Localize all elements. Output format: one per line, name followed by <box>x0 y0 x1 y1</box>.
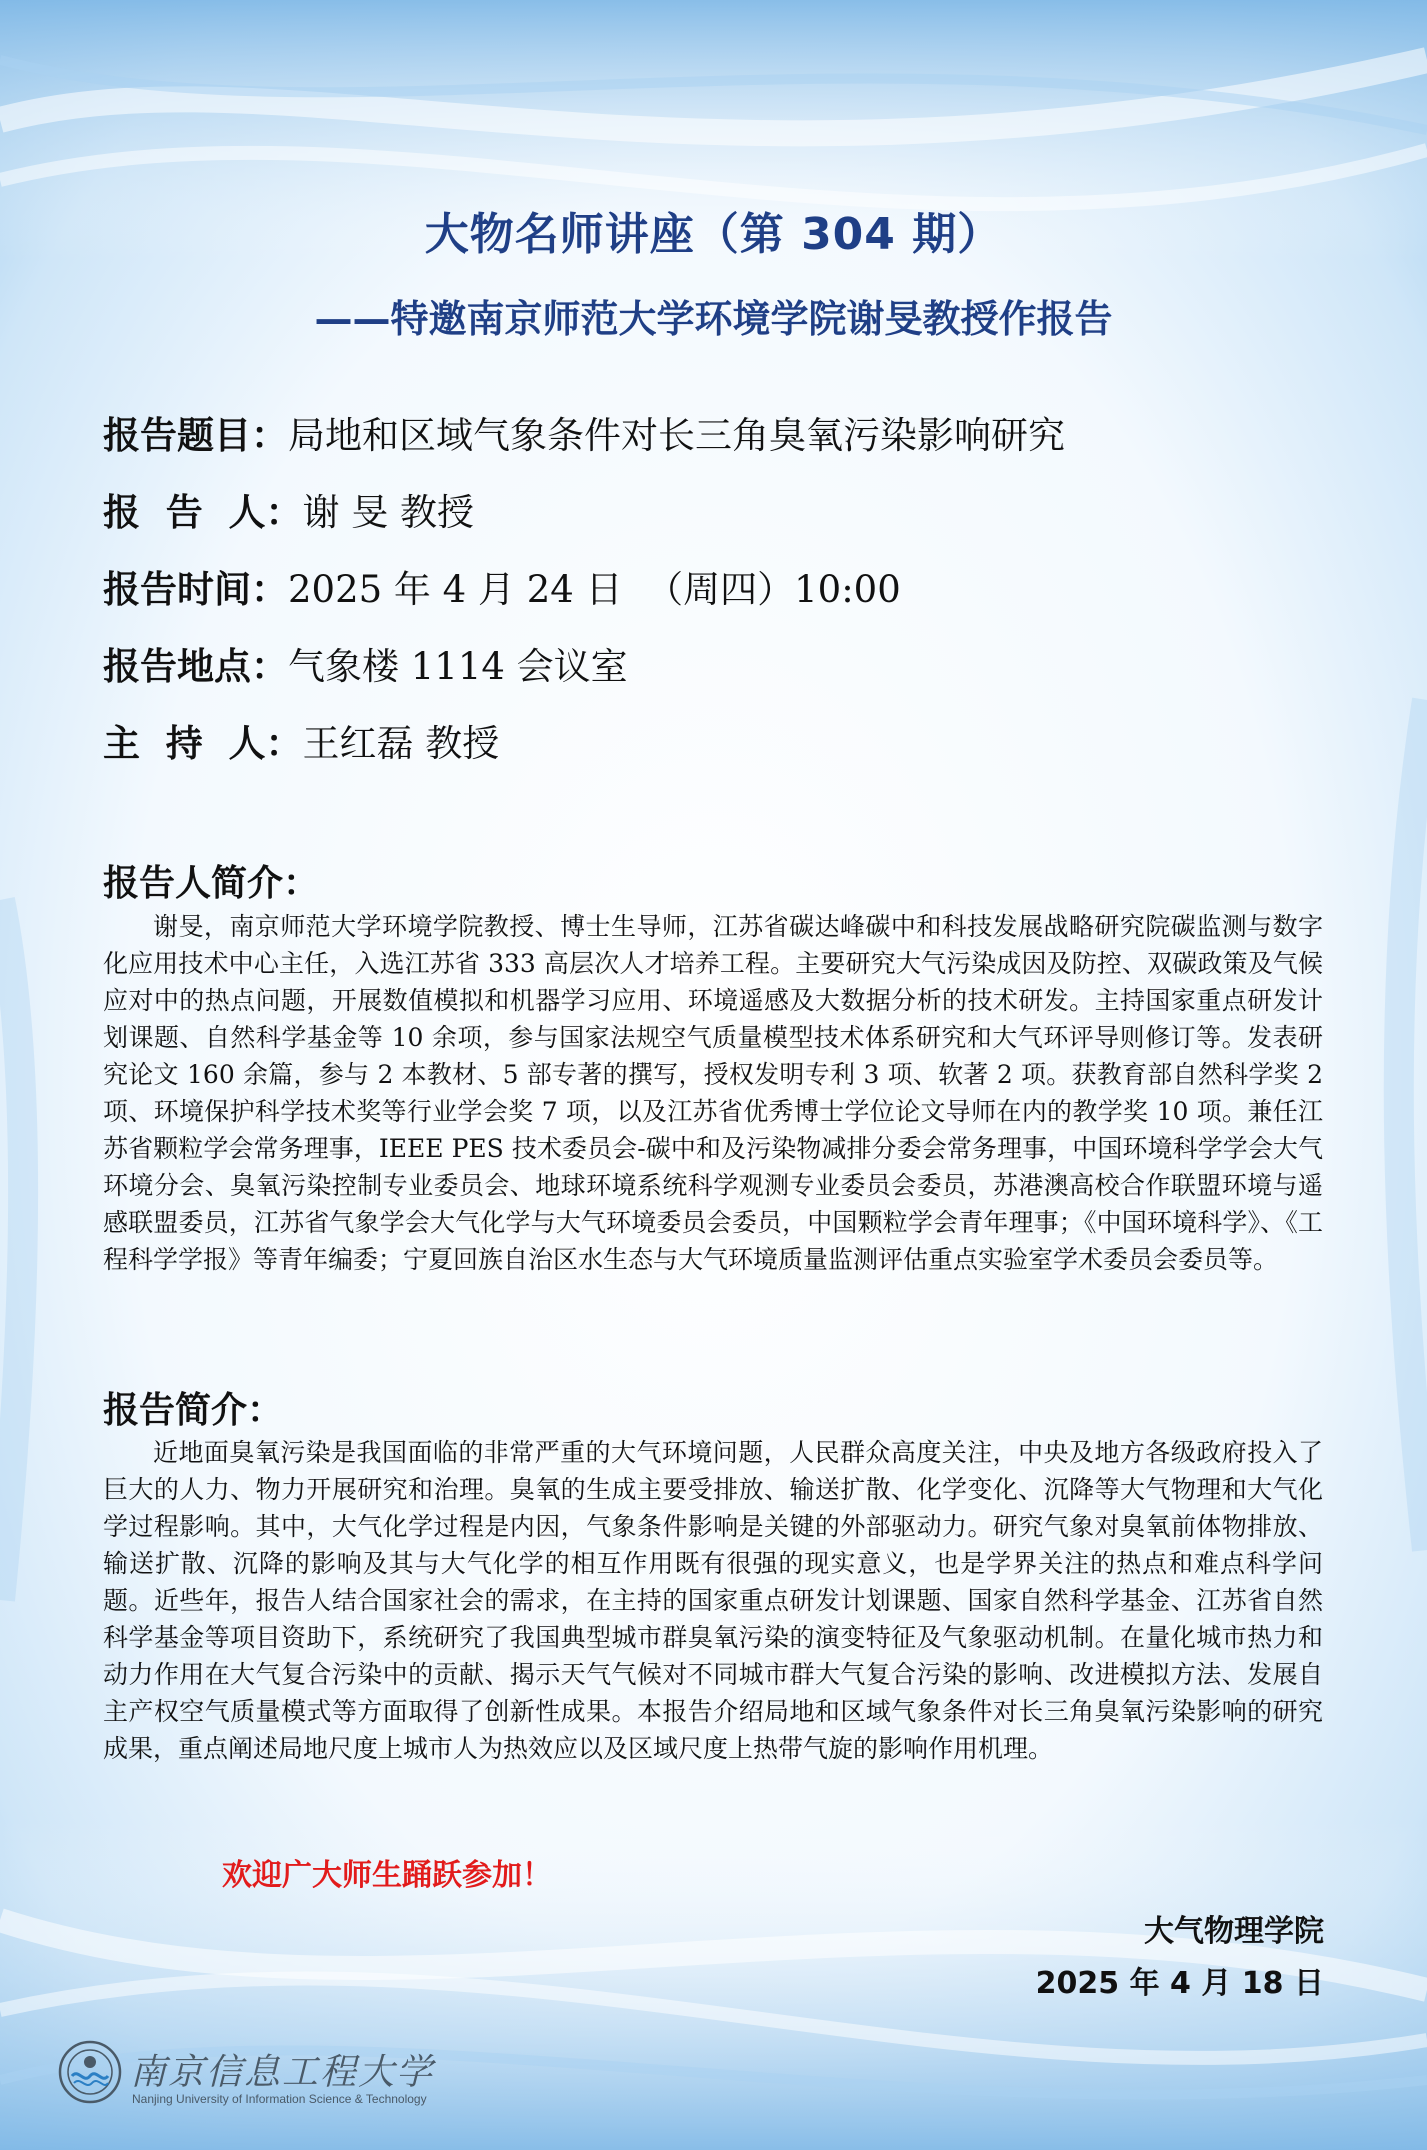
time-row <box>103 567 901 613</box>
speaker-row <box>103 490 474 536</box>
university-logo <box>58 2040 438 2120</box>
topic-label: 报告题目： <box>103 414 288 457</box>
time-label: 报告时间： <box>103 568 288 611</box>
place-label: 报告地点： <box>103 645 288 688</box>
host-value: 王红磊 教授 <box>302 722 500 765</box>
topic-row <box>103 413 1065 459</box>
organizer-name: 大气物理学院 <box>1144 1914 1324 1949</box>
abstract-text: 近地面臭氧污染是我国面临的非常严重的大气环境问题，人民群众高度关注，中央及地方各级政府投入了巨大的人力、物力开展研究和治理。臭氧的生成主要受排放、输送扩散、化学变化、沉降等大气物理和大气化学过程影响。其中，大气化学过程是内因，气象条件影响是关键的外部驱动力。研究气象对臭氧前体物排放、输送扩散、沉降的影响及其与大气化学的相互作用既有很强的现实意义，也是学界关注的热点和难点科学问题。近些年，报告人结合国家社会的需求，在主持的国家重点研发计划课题、国家自然科学基金、江苏省自然科学基金等项目资助下，系统研究了我国典型城市群臭氧污染的演变特征及气象驱动机制。在量化城市热力和动力作用在大气复合污染中的贡献、揭示天气气候对不同城市群大气复合污染的影响、改进模拟方法、发展自主产权空气质量模式等方面取得了创新性成果。本报告介绍局地和区域气象条件对长三角臭氧污染影响的研究成果，重点阐述局地尺度上城市人为热效应以及区域尺度上热带气旋的影响作用机理。 <box>103 1438 1323 1763</box>
place-value: 气象楼 1114 会议室 <box>288 645 628 688</box>
speaker-label: 报 告 人： <box>103 491 303 534</box>
bio-heading: 报告人简介： <box>103 863 320 904</box>
topic-value: 局地和区域气象条件对长三角臭氧污染影响研究 <box>288 414 1065 457</box>
university-name-en: Nanjing University of Information Science & Technology <box>132 2092 427 2106</box>
host-label: 主 持 人： <box>103 722 303 765</box>
speaker-value: 谢 旻 教授 <box>302 491 475 534</box>
bio-text: 谢旻，南京师范大学环境学院教授、博士生导师，江苏省碳达峰碳中和科技发展战略研究院碳监测与数字化应用技术中心主任，入选江苏省 333 高层次人才培养工程。主要研究大气污染成因及防控、双碳政策及气候应对中的热点问题，开展数值模拟和机器学习应用、环境遥感及大数据分析的技术研发。主持国家重点研发计划课题、自然科学基金等 10 余项，参与国家法规空气质量模型技术体系研究和大气环评导则修订等。发表研究论文 160 余篇，参与 2 本教材、5 部专著的撰写，授权发明专利 3 项、软著 2 项。获教育部自然科学奖 2 项、环境保护科学技术奖等行业学会奖 7 项，以及江苏省优秀博士学位论文导师在内的教学奖 10 项。兼任江苏省颗粒学会常务理事，IEEE PES 技术委员会-碳中和及污染物减排分委会常务理事，中国环境科学学会大气环境分会、臭氧污染控制专业委员会、地球环境系统科学观测专业委员会委员，苏港澳高校合作联盟环境与遥感联盟委员，江苏省气象学会大气化学与大气环境委员会委员，中国颗粒学会青年理事；《中国环境科学》、《工程科学学报》等青年编委；宁夏回族自治区水生态与大气环境质量监测评估重点实验室学术委员会委员等。 <box>103 912 1323 1274</box>
time-value: 2025 年 4 月 24 日 （周四）10:00 <box>288 568 901 611</box>
university-name-cn: 南京信息工程大学 <box>130 2052 435 2093</box>
abstract-heading: 报告简介： <box>103 1390 284 1431</box>
poster-title: 大物名师讲座（第 304 期） <box>424 209 1003 260</box>
host-row <box>103 721 499 767</box>
place-row <box>103 644 628 690</box>
issue-date: 2025 年 4 月 18 日 <box>1035 1966 1324 2001</box>
university-emblem-icon <box>58 2040 122 2104</box>
poster-subtitle: ——特邀南京师范大学环境学院谢旻教授作报告 <box>314 297 1113 341</box>
welcome-note: 欢迎广大师生踊跃参加！ <box>222 1858 552 1893</box>
